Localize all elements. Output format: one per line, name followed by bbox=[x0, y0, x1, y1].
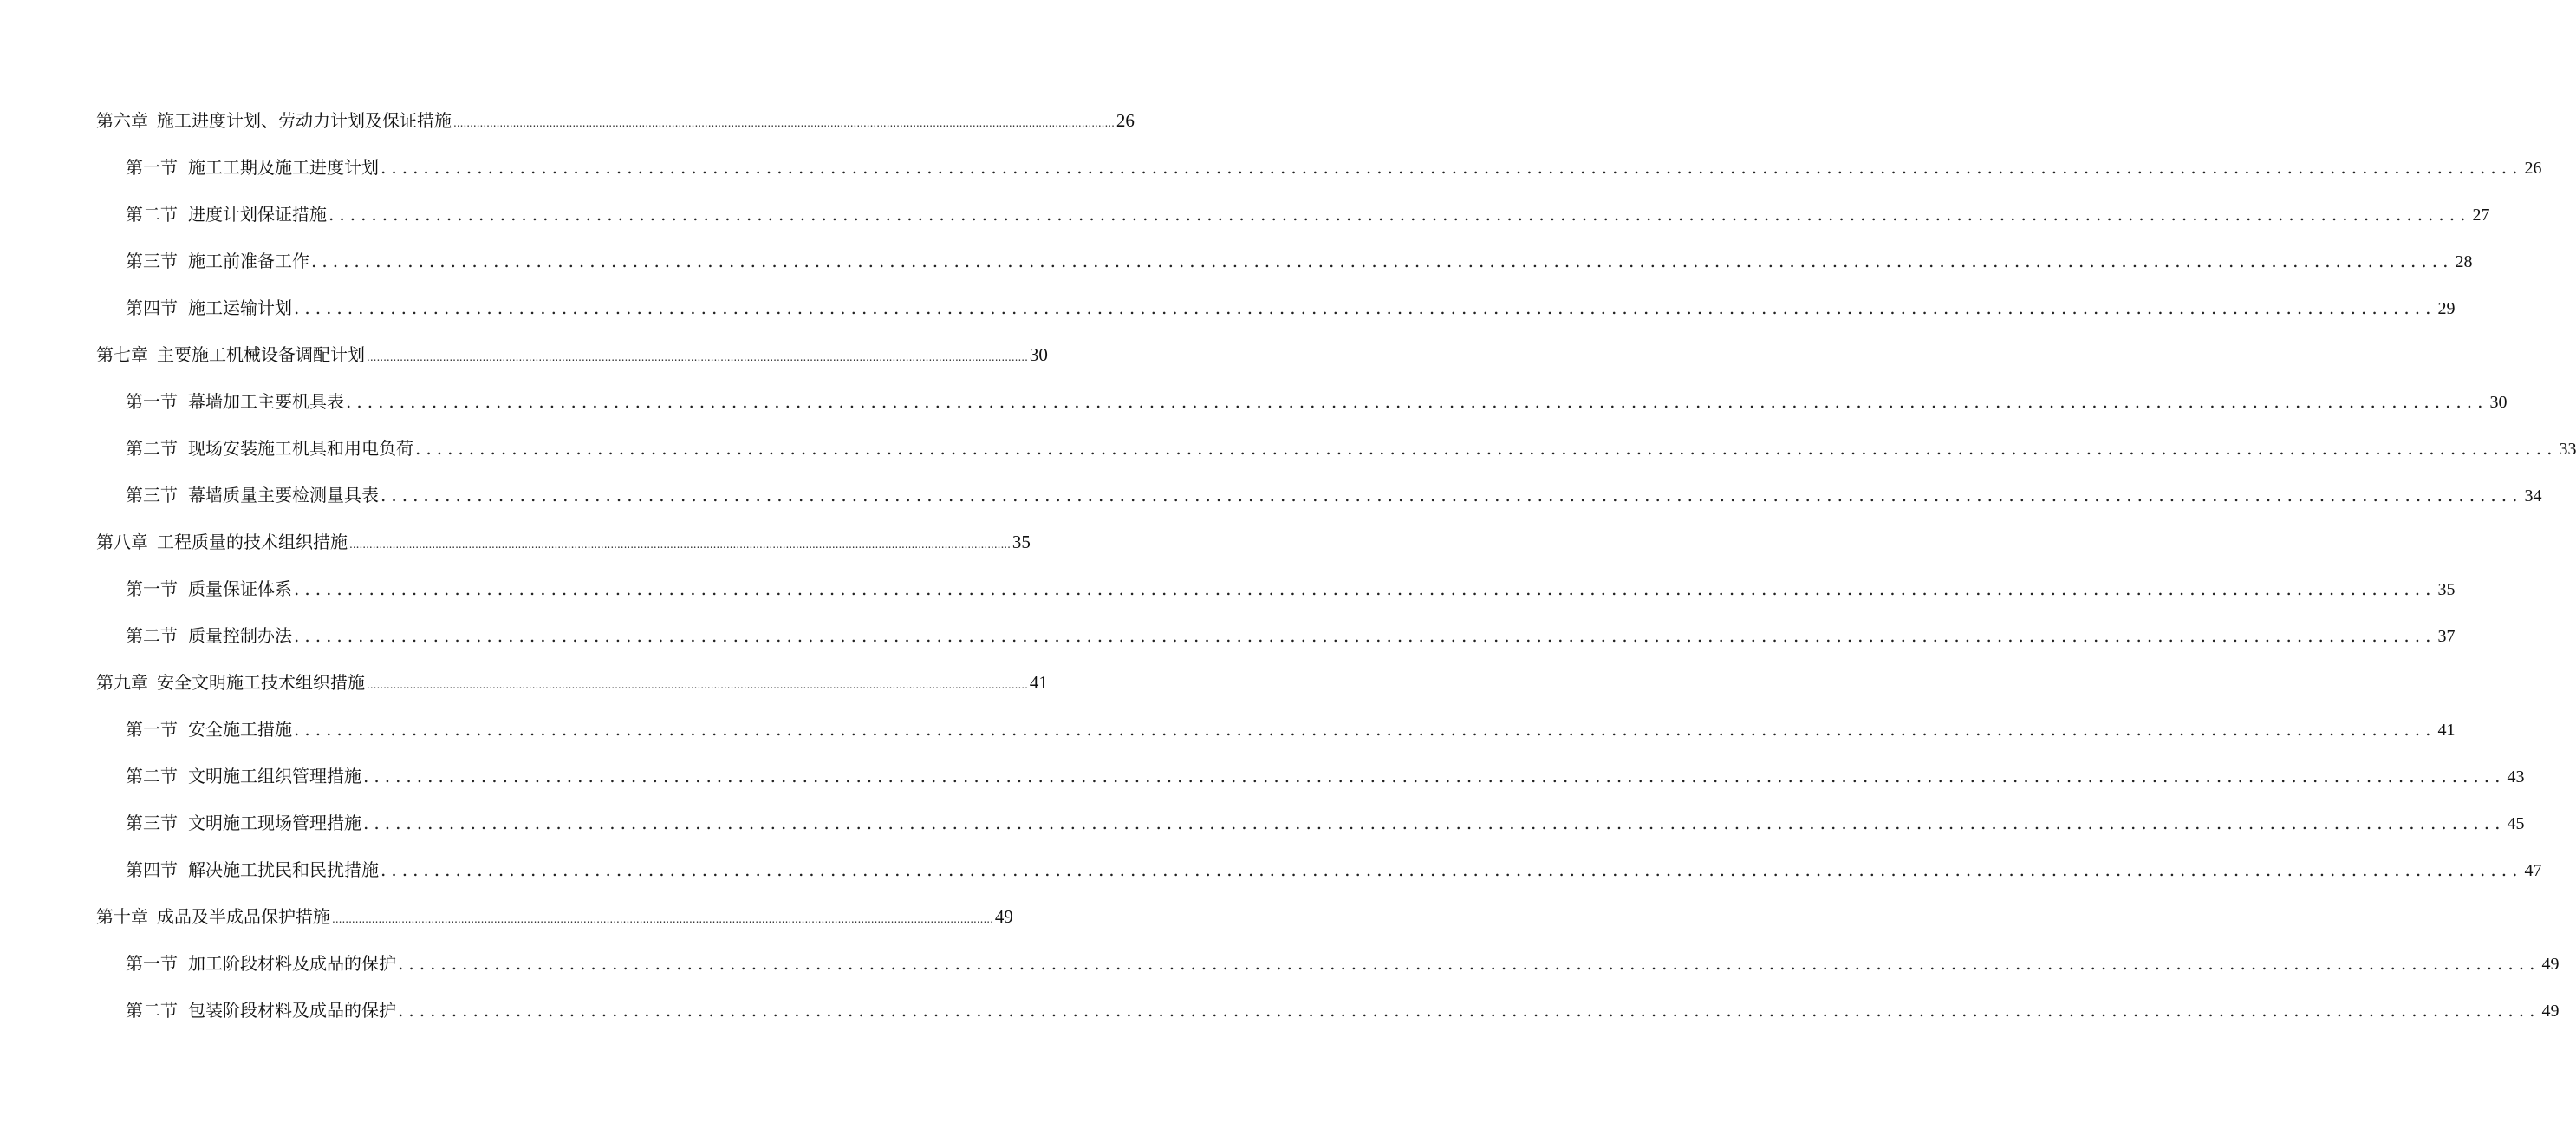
dot-leader: ........................................................................................................................................................................................................ bbox=[311, 251, 2454, 271]
toc-entry-title: 幕墙质量主要检测量具表 bbox=[188, 485, 379, 506]
toc-page-number: 47 bbox=[2524, 861, 2542, 880]
toc-entry-chapter-6[interactable] bbox=[96, 107, 1135, 134]
toc-entry-section[interactable] bbox=[126, 856, 2542, 884]
toc-page-number: 34 bbox=[2524, 486, 2542, 506]
toc-chapter-label: 第六章 bbox=[96, 110, 148, 131]
dot-leader: ........................................................................................................................................................................................................ bbox=[294, 719, 2436, 740]
toc-entry-title: 主要施工机械设备调配计划 bbox=[157, 344, 365, 365]
toc-section-label: 第一节 bbox=[126, 953, 178, 974]
toc-section-label: 第一节 bbox=[126, 578, 178, 599]
toc-entry-chapter-8[interactable] bbox=[96, 528, 1031, 556]
dot-leader: ........................................................................................................................................................................................................ bbox=[294, 297, 2436, 318]
toc-chapter-label: 第八章 bbox=[96, 532, 148, 552]
dot-leader: ........................................................................................................................................................................................................ bbox=[381, 859, 2523, 880]
toc-page-number: 28 bbox=[2455, 252, 2473, 271]
toc-page-number: 33 bbox=[2559, 440, 2576, 459]
toc-entry-title: 安全文明施工技术组织措施 bbox=[157, 672, 365, 693]
dot-leader: ........................................................................................................................................................................................................ bbox=[381, 157, 2523, 178]
toc-entry-title: 现场安装施工机具和用电负荷 bbox=[188, 438, 413, 459]
toc-entry-chapter-7[interactable] bbox=[96, 341, 1048, 369]
dot-leader: ........................................................................................................................................................................................................ bbox=[363, 812, 2506, 833]
dot-leader: ........................................................................................................................................................................................................ bbox=[294, 625, 2436, 646]
toc-section-label: 第三节 bbox=[126, 812, 178, 833]
dot-leader: ........................................................................................................................................................................................................ bbox=[363, 766, 2506, 786]
toc-section-label: 第二节 bbox=[126, 766, 178, 786]
toc-entry-title: 工程质量的技术组织措施 bbox=[157, 532, 348, 552]
toc-entry-section[interactable] bbox=[126, 200, 2490, 228]
toc-page-number: 27 bbox=[2472, 206, 2490, 225]
toc-section-label: 第一节 bbox=[126, 391, 178, 412]
dot-leader: ........................................................................................................................................................................................................ bbox=[346, 391, 2488, 412]
toc-entry-title: 幕墙加工主要机具表 bbox=[188, 391, 344, 412]
toc-entry-section[interactable] bbox=[126, 996, 2560, 1024]
toc-entry-title: 施工工期及施工进度计划 bbox=[188, 157, 379, 178]
toc-entry-title: 质量控制办法 bbox=[188, 625, 292, 646]
toc-entry-title: 解决施工扰民和民扰措施 bbox=[188, 859, 379, 880]
toc-entry-section[interactable] bbox=[126, 762, 2525, 790]
dot-leader: ........................................................................................................................................................................................................ bbox=[398, 1000, 2540, 1021]
dot-leader: ........................................................................................................................................................................................................ bbox=[294, 578, 2436, 599]
toc-section-label: 第一节 bbox=[126, 719, 178, 740]
dot-leader: ........................................................................................................................................................................................................ bbox=[381, 485, 2523, 506]
dot-leader: ........................................................................................................................................................................................................ bbox=[332, 913, 993, 925]
toc-entry-title: 施工进度计划、劳动力计划及保证措施 bbox=[157, 110, 452, 131]
toc-section-label: 第四节 bbox=[126, 859, 178, 880]
toc-chapter-label: 第十章 bbox=[96, 906, 148, 927]
toc-page-number: 35 bbox=[2437, 580, 2456, 599]
toc-entry-title: 施工前准备工作 bbox=[188, 251, 309, 271]
toc-entry-title: 进度计划保证措施 bbox=[188, 204, 327, 225]
toc-section-label: 第四节 bbox=[126, 297, 178, 318]
toc-entry-section[interactable] bbox=[126, 715, 2456, 743]
toc-entry-title: 安全施工措施 bbox=[188, 719, 292, 740]
toc-section-label: 第二节 bbox=[126, 438, 178, 459]
toc-entry-section[interactable] bbox=[126, 481, 2542, 509]
dot-leader: ........................................................................................................................................................................................................ bbox=[398, 953, 2540, 974]
toc-entry-title: 成品及半成品保护措施 bbox=[157, 906, 330, 927]
toc-page-number: 43 bbox=[2507, 767, 2525, 786]
toc-entry-title: 文明施工组织管理措施 bbox=[188, 766, 361, 786]
dot-leader: ........................................................................................................................................................................................................ bbox=[367, 351, 1028, 363]
toc-section-label: 第三节 bbox=[126, 251, 178, 271]
toc-entry-title: 施工运输计划 bbox=[188, 297, 292, 318]
toc-chapter-label: 第九章 bbox=[96, 672, 148, 693]
toc-entry-title: 加工阶段材料及成品的保护 bbox=[188, 953, 396, 974]
dot-leader: ........................................................................................................................................................................................................ bbox=[329, 204, 2471, 225]
toc-page-number: 26 bbox=[2524, 159, 2542, 178]
toc-page-number: 30 bbox=[2489, 393, 2508, 412]
toc-page-number: 41 bbox=[1029, 672, 1048, 693]
toc-page-number: 29 bbox=[2437, 299, 2456, 318]
toc-entry-section[interactable] bbox=[126, 950, 2560, 977]
toc-page-number: 30 bbox=[1029, 344, 1048, 365]
toc-entry-section[interactable] bbox=[126, 434, 2576, 462]
toc-chapter-label: 第七章 bbox=[96, 344, 148, 365]
toc-page-number: 45 bbox=[2507, 814, 2525, 833]
dot-leader: ........................................................................................................................................................................................................ bbox=[349, 538, 1011, 551]
toc-page-number: 49 bbox=[2541, 955, 2560, 974]
toc-entry-chapter-9[interactable] bbox=[96, 669, 1048, 696]
toc-page-number: 41 bbox=[2437, 721, 2456, 740]
toc-entry-section[interactable] bbox=[126, 622, 2456, 649]
toc-entry-section[interactable] bbox=[126, 388, 2508, 415]
toc-section-label: 第一节 bbox=[126, 157, 178, 178]
toc-page-number: 49 bbox=[994, 906, 1013, 927]
toc-entry-section[interactable] bbox=[126, 153, 2542, 181]
toc-page-number: 35 bbox=[1012, 532, 1031, 552]
toc-page-number: 37 bbox=[2437, 627, 2456, 646]
toc-entry-title: 文明施工现场管理措施 bbox=[188, 812, 361, 833]
toc-section-label: 第二节 bbox=[126, 625, 178, 646]
toc-entry-section[interactable] bbox=[126, 575, 2456, 603]
toc-section-label: 第三节 bbox=[126, 485, 178, 506]
toc-page-number: 49 bbox=[2541, 1002, 2560, 1021]
toc-entry-section[interactable] bbox=[126, 247, 2473, 275]
toc-entry-title: 质量保证体系 bbox=[188, 578, 292, 599]
dot-leader: ........................................................................................................................................................................................................ bbox=[367, 679, 1028, 691]
toc-entry-title: 包装阶段材料及成品的保护 bbox=[188, 1000, 396, 1021]
toc-entry-section[interactable] bbox=[126, 294, 2456, 322]
dot-leader: ........................................................................................................................................................................................................ bbox=[415, 438, 2558, 459]
dot-leader: ........................................................................................................................................................................................................ bbox=[453, 117, 1115, 129]
toc-entry-chapter-10[interactable] bbox=[96, 903, 1013, 930]
toc-page-number: 26 bbox=[1116, 110, 1135, 131]
toc-section-label: 第二节 bbox=[126, 204, 178, 225]
toc-entry-section[interactable] bbox=[126, 809, 2525, 837]
toc-section-label: 第二节 bbox=[126, 1000, 178, 1021]
